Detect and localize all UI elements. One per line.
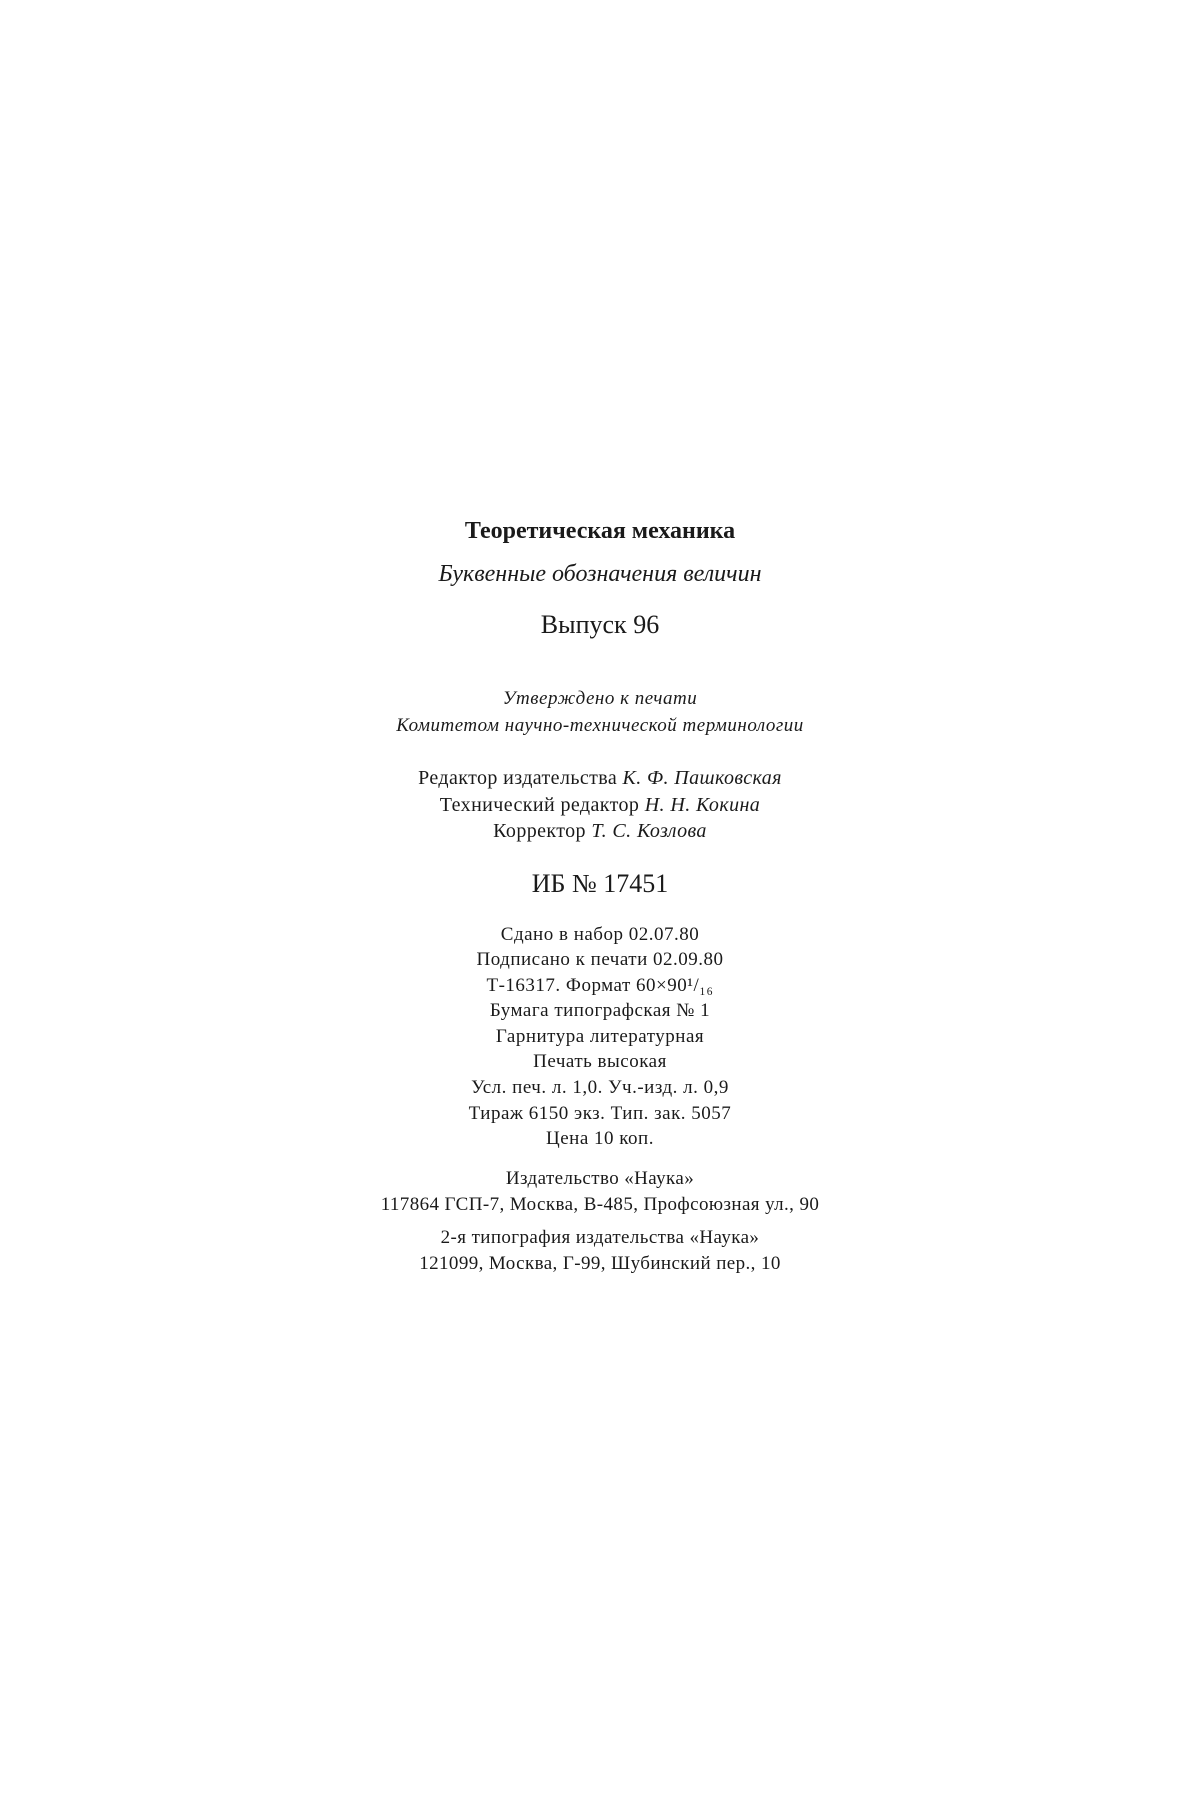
- staff-name: Н. Н. Кокина: [644, 794, 761, 816]
- print-info-line: Тираж 6150 экз. Тип. зак. 5057: [468, 1103, 732, 1124]
- staff-role: Редактор издательства: [418, 767, 618, 789]
- book-title: Теоретическая механика: [464, 518, 736, 544]
- publisher-name: Издательство «Наука»: [505, 1168, 695, 1189]
- ib-number: ИБ № 17451: [531, 869, 669, 898]
- print-info-line: Цена 10 коп.: [546, 1128, 654, 1149]
- printer-address: 121099, Москва, Г-99, Шубинский пер., 10: [419, 1253, 781, 1274]
- printer-name: 2-я типография издательства «Наука»: [440, 1227, 760, 1248]
- staff-role: Технический редактор: [439, 794, 640, 816]
- print-info-line: Бумага типографская № 1: [489, 1000, 711, 1021]
- print-info-line: Т-16317. Формат 60×90¹/₁₆: [486, 975, 714, 996]
- print-info-line: Печать высокая: [533, 1051, 667, 1072]
- staff-name: Т. С. Козлова: [591, 820, 707, 842]
- approval-line-1: Утверждено к печати: [502, 688, 698, 709]
- print-info-line: Усл. печ. л. 1,0. Уч.-изд. л. 0,9: [471, 1077, 729, 1098]
- staff-role: Корректор: [493, 820, 586, 842]
- staff-tech-editor: [0, 795, 1200, 815]
- staff-corrector: [0, 821, 1200, 841]
- staff-editor: [0, 768, 1200, 788]
- publisher-address: 117864 ГСП-7, Москва, В-485, Профсоюзная ул., 90: [380, 1194, 820, 1215]
- book-subtitle: Буквенные обозначения величин: [438, 561, 762, 587]
- staff-name: К. Ф. Пашковская: [622, 767, 782, 789]
- print-info-line: Сдано в набор 02.07.80: [500, 924, 700, 945]
- print-info-line: Гарнитура литературная: [495, 1026, 705, 1047]
- print-info-line: Подписано к печати 02.09.80: [476, 949, 724, 970]
- approval-line-2: Комитетом научно-технической терминологии: [396, 715, 804, 736]
- issue-number: Выпуск 96: [540, 610, 660, 639]
